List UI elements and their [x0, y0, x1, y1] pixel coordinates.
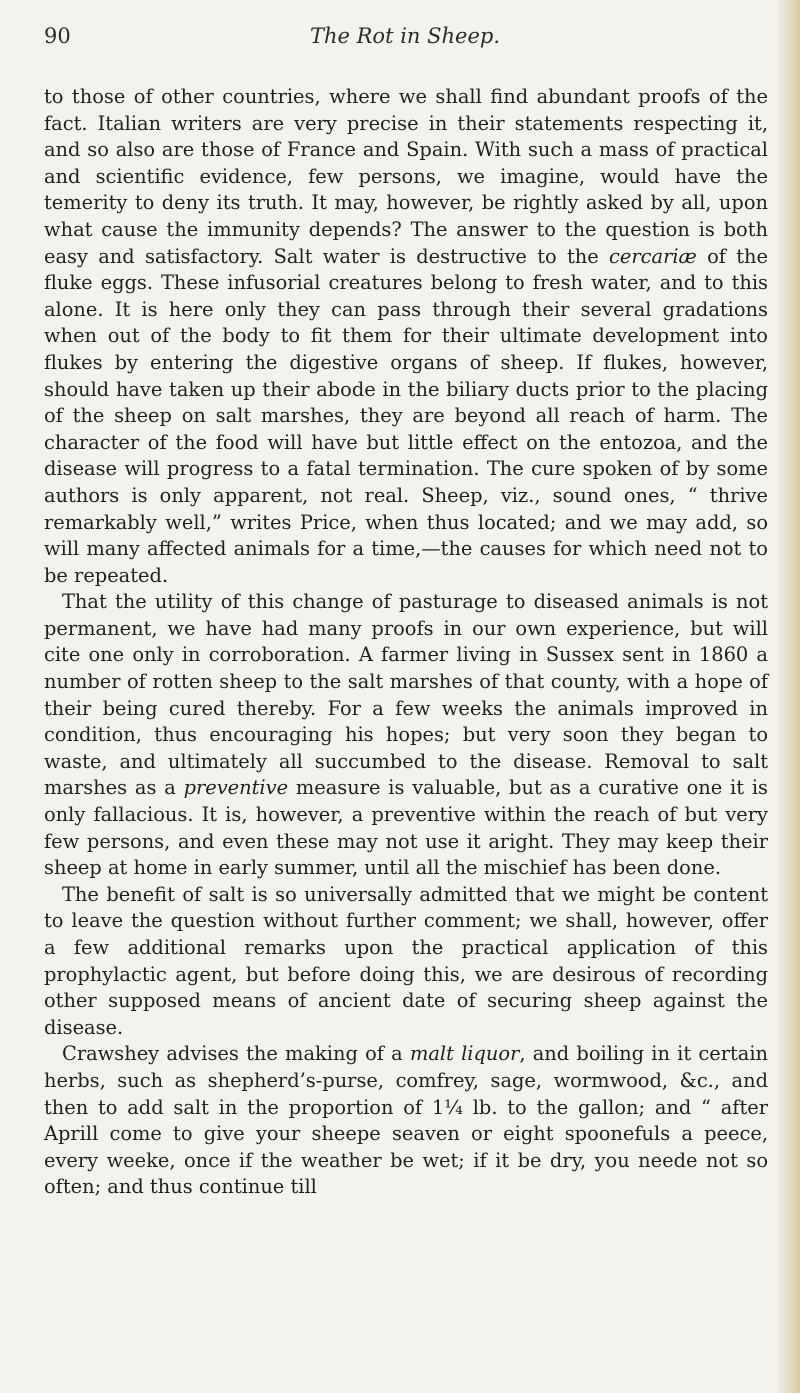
paragraph-1 [44, 84, 768, 589]
text-segment: , and boiling in it certain herbs, such as shepherd’s-purse, comfrey, sage, wormwood, &c., and then to add salt in the proportion of 1¼ lb. to the gallon; and “ after Aprill come to give your sheepe seaven or eight spoonefuls a peece, every weeke, once if the weather be wet; if it be dry, you neede not so often; and thus continue till [44, 1042, 769, 1199]
text-body [44, 84, 768, 1201]
page-edge [778, 0, 800, 1393]
text-segment: Crawshey advises the making of a [62, 1042, 410, 1066]
running-title: The Rot in Sheep. [309, 24, 500, 48]
running-header [44, 24, 766, 64]
text-segment: of the fluke eggs. These infusorial creatures belong to fresh water, and to this alone. It is here only they can pass through their several gradations when out of the body to fit them for their ultimate development into flukes by entering the digestive organs of sheep. If flukes, however, should have taken up their abode in the biliary ducts prior to the placing of the sheep on salt marshes, they are beyond all reach of harm. The character of the food will have but little effect on the entozoa, and the disease will progress to a fatal termination. The cure spoken of by some authors is only apparent, not real. Sheep, viz., sound ones, “ thrive remarkably well,” writes Price, when thus located; and we may add, so will many affected animals for a time,—the causes for which need not to be repeated. [44, 244, 768, 587]
italic-term-cercariae: cercariæ [609, 244, 697, 268]
text-segment: That the utility of this change of pasturage to diseased animals is not permanent, we have had many proofs in our own experience, but will cite one only in corroboration. A farmer living in Sussex sent in 1860 a number of rotten sheep to the salt marshes of that county, with a hope of their being cured thereby. For a few weeks the animals improved in condition, thus encouraging his hopes; but very soon they began to waste, and ultimately all succumbed to the disease. Removal to salt marshes as a [44, 590, 768, 800]
italic-term-malt-liquor: malt liquor [409, 1042, 520, 1066]
text-segment: measure is valuable, but as a curative one it is only fallacious. It is, however, a preventive within the reach of but very few persons, and even these may not use it aright. They may keep their sheep at home in early summer, until all the mischief has been done. [44, 776, 768, 880]
paragraph-2 [44, 589, 768, 882]
page-number: 90 [44, 24, 71, 48]
paragraph-3 [44, 882, 768, 1042]
text-segment: to those of other countries, where we shall find abundant proofs of the fact. Italian writers are very precise in their statements respecting it, and so also are those of France and Spain. With such a mass of practical and scientific evidence, few persons, we imagine, would have the temerity to deny its truth. It may, however, be rightly asked by all, upon what cause the immunity depends? The answer to the question is both easy and satisfactory. Salt water is destructive to the [44, 85, 768, 268]
italic-term-preventive: preventive [183, 776, 289, 800]
text-segment: The benefit of salt is so universally admitted that we might be content to leave the question without further comment; we shall, however, offer a few additional remarks upon the practical application of this prophylactic agent, but before doing this, we are desirous of recording other supposed means of ancient date of securing sheep against the disease. [44, 882, 768, 1039]
paragraph-4 [44, 1041, 768, 1201]
